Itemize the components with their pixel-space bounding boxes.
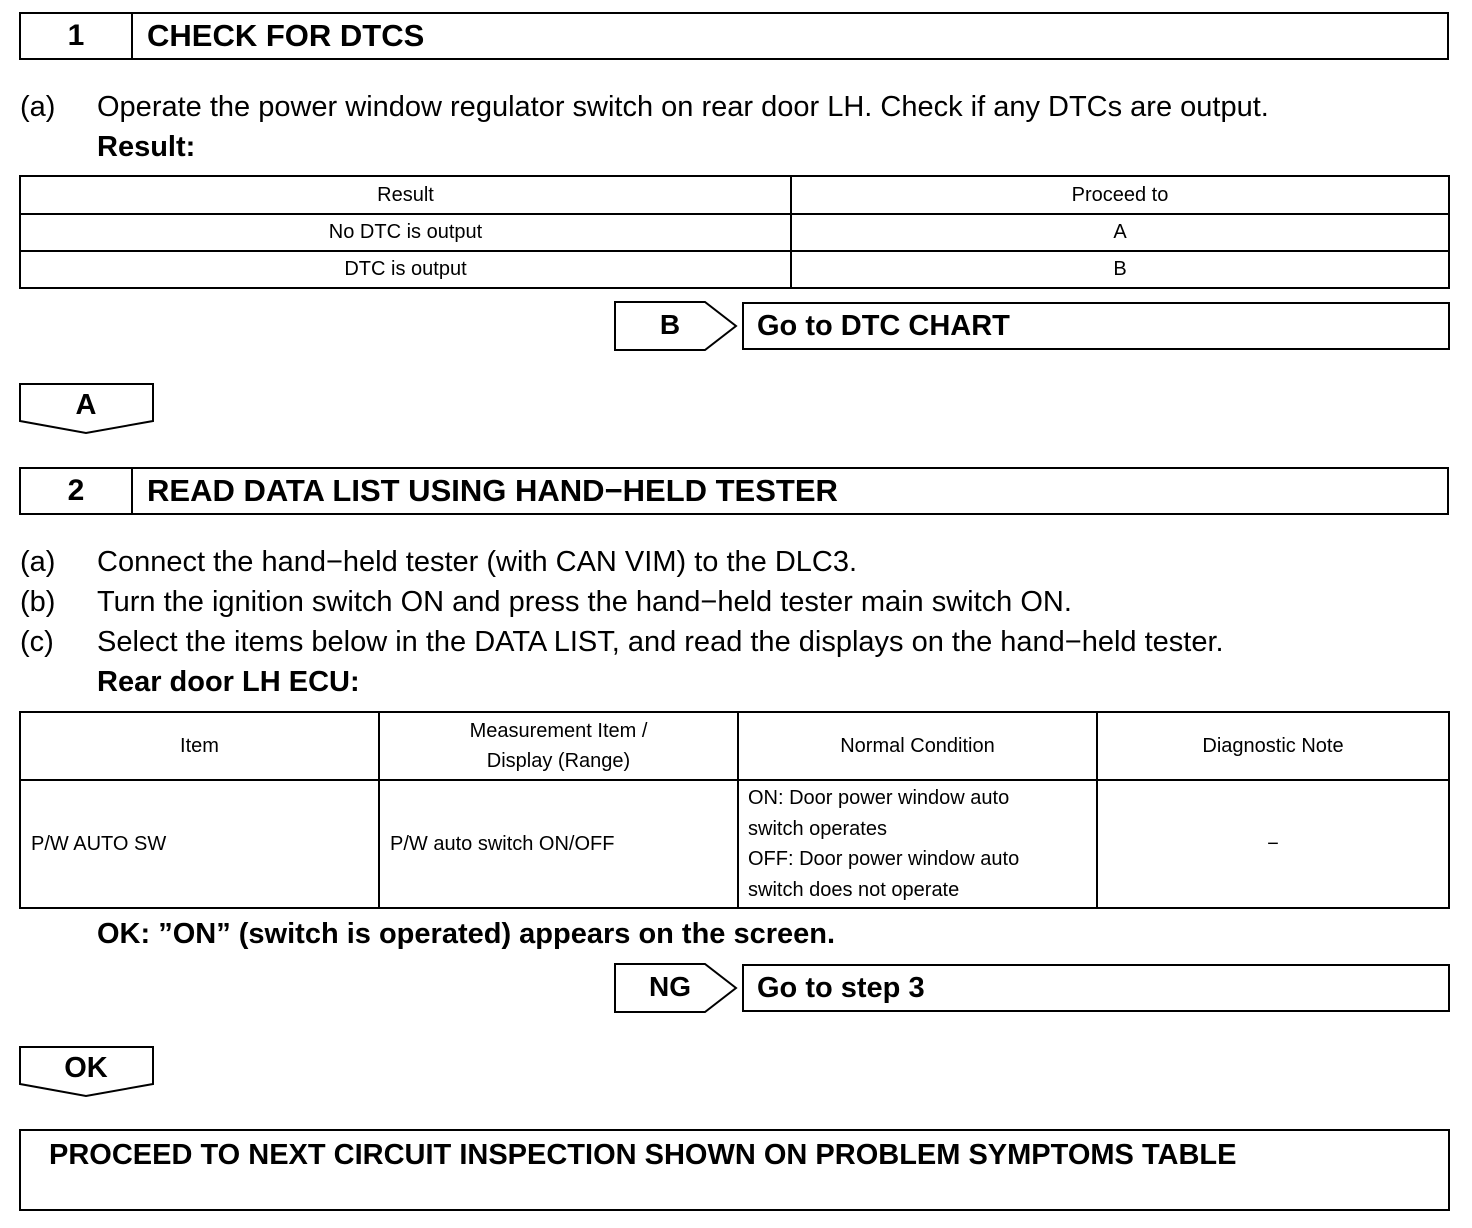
step2-title: READ DATA LIST USING HAND−HELD TESTER bbox=[147, 473, 838, 508]
step1-header bbox=[19, 12, 1449, 60]
header-item: Item bbox=[20, 712, 379, 780]
go-to-dtc-chart-box: Go to DTC CHART bbox=[742, 302, 1450, 350]
header-proceed-to: Proceed to bbox=[791, 176, 1449, 214]
header-normal-condition: Normal Condition bbox=[738, 712, 1097, 780]
step1-number: 1 bbox=[21, 14, 133, 58]
continue-ok-label: OK bbox=[64, 1052, 108, 1084]
final-instruction-box bbox=[19, 1129, 1450, 1211]
continue-ok-tag bbox=[19, 1046, 155, 1098]
normal-line: ON: Door power window auto bbox=[748, 787, 1010, 809]
normal-line: switch operates bbox=[748, 817, 887, 840]
cell-item: P/W AUTO SW bbox=[20, 780, 379, 908]
step2-instruction-text-a: Connect the hand−held tester (with CAN VIM) to the DLC3. bbox=[97, 546, 858, 578]
cell-result: No DTC is output bbox=[20, 214, 791, 251]
header-diagnostic-note: Diagnostic Note bbox=[1097, 712, 1449, 780]
continue-a-label: A bbox=[75, 389, 97, 421]
step2-ecu-heading: Rear door LH ECU: bbox=[97, 666, 360, 698]
header-measurement-line1: Measurement Item / bbox=[469, 720, 648, 742]
step2-instruction-label-a: (a) bbox=[20, 546, 56, 578]
step2-number: 2 bbox=[21, 469, 133, 513]
step2-instruction-text-c: Select the items below in the DATA LIST, and read the displays on the hand−held tester. bbox=[97, 626, 1224, 658]
table-row bbox=[20, 780, 1449, 908]
branch-b-label: B bbox=[659, 309, 681, 340]
header-measurement-line2: Display (Range) bbox=[486, 750, 631, 772]
step2-header bbox=[19, 467, 1449, 515]
step1-instruction-text-a: Operate the power window regulator switch on rear door LH. Check if any DTCs are output. bbox=[97, 91, 1269, 123]
step1-result-heading: Result: bbox=[97, 131, 196, 163]
data-list-table bbox=[19, 711, 1450, 909]
final-instruction-text: PROCEED TO NEXT CIRCUIT INSPECTION SHOWN ON PROBLEM SYMPTOMS TABLE bbox=[49, 1139, 1237, 1171]
cell-proceed: B bbox=[791, 251, 1449, 288]
step1-instruction-label-a: (a) bbox=[20, 91, 56, 123]
cell-normal-condition bbox=[738, 780, 1097, 908]
table-header-row bbox=[20, 712, 1449, 780]
cell-result: DTC is output bbox=[20, 251, 791, 288]
continue-a-tag bbox=[19, 383, 155, 435]
cell-measurement: P/W auto switch ON/OFF bbox=[379, 780, 738, 908]
normal-line: OFF: Door power window auto bbox=[748, 848, 1020, 870]
step1-result-table bbox=[19, 175, 1450, 289]
table-row bbox=[20, 214, 1449, 251]
header-result: Result bbox=[20, 176, 791, 214]
branch-b-tag bbox=[613, 300, 739, 352]
ok-condition: OK: ”ON” (switch is operated) appears on the screen. bbox=[97, 918, 836, 950]
branch-ng-label: NG bbox=[649, 971, 691, 1002]
step2-instruction-label-b: (b) bbox=[20, 586, 56, 618]
go-to-step-3-box: Go to step 3 bbox=[742, 964, 1450, 1012]
step2-instruction-label-c: (c) bbox=[20, 626, 54, 658]
cell-diagnostic-note: − bbox=[1097, 780, 1449, 908]
cell-proceed: A bbox=[791, 214, 1449, 251]
table-row bbox=[20, 251, 1449, 288]
normal-line: switch does not operate bbox=[748, 878, 960, 901]
step2-instruction-text-b: Turn the ignition switch ON and press the hand−held tester main switch ON. bbox=[97, 586, 1072, 618]
table-header-row bbox=[20, 176, 1449, 214]
header-measurement bbox=[379, 712, 738, 780]
branch-ng-tag bbox=[613, 962, 739, 1014]
step1-title: CHECK FOR DTCS bbox=[147, 18, 425, 53]
